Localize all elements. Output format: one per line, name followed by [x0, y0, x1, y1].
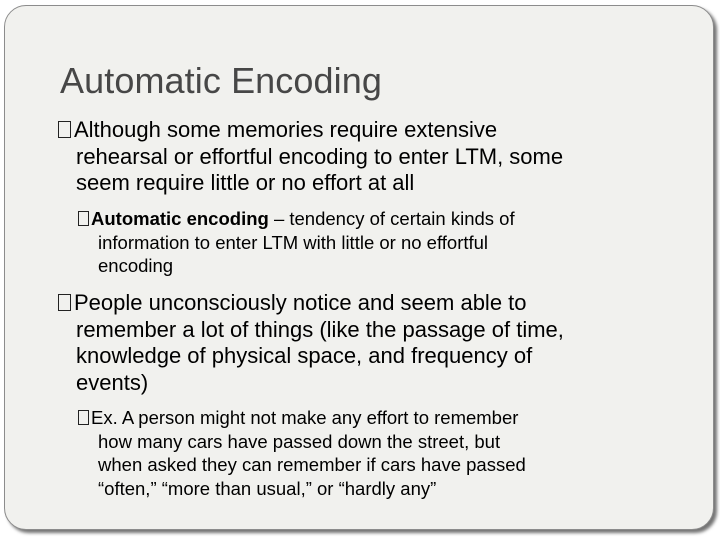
sub-bullet-item-1: [78, 207, 515, 276]
bullet-2-line-1: People unconsciously notice and seem able to: [74, 290, 527, 315]
bullet-item-2: [58, 290, 564, 395]
bullet-2-line-2: remember a lot of things (like the passage of time,: [76, 316, 564, 342]
bullet-2-line-4: events): [76, 369, 149, 395]
bullet-1-line-2: rehearsal or effortful encoding to enter LTM, some: [76, 143, 564, 169]
sub-bullet-1-line-1: – tendency of certain kinds of: [268, 208, 515, 229]
bullet-box-icon: [78, 410, 89, 425]
bullet-box-icon: [58, 121, 71, 138]
sub-bullet-2-line-2: how many cars have passed down the street, but: [98, 430, 501, 452]
bullet-box-icon: [58, 294, 71, 311]
sub-bullet-1-line-3: encoding: [98, 255, 174, 276]
bullet-2-line-3: knowledge of physical space, and frequency of: [76, 343, 533, 368]
sub-bullet-1-line-2: information to enter LTM with little or no effortful: [98, 231, 489, 253]
sub-bullet-2-line-3: when asked they can remember if cars have passed: [98, 454, 526, 475]
bullet-1-line-1: Although some memories require extensive: [74, 117, 498, 142]
sub-bullet-item-2: [78, 406, 526, 499]
bullet-item-1: [58, 117, 564, 195]
sub-bullet-2-line-1: Ex. A person might not make any effort to remember: [91, 407, 519, 428]
term-automatic-encoding: Automatic encoding: [91, 208, 269, 229]
bullet-box-icon: [78, 211, 89, 226]
slide-title: Automatic Encoding: [60, 60, 382, 101]
sub-bullet-2-line-4: “often,” “more than usual,” or “hardly any”: [98, 477, 437, 499]
bullet-1-line-3: seem require little or no effort at all: [76, 170, 415, 195]
